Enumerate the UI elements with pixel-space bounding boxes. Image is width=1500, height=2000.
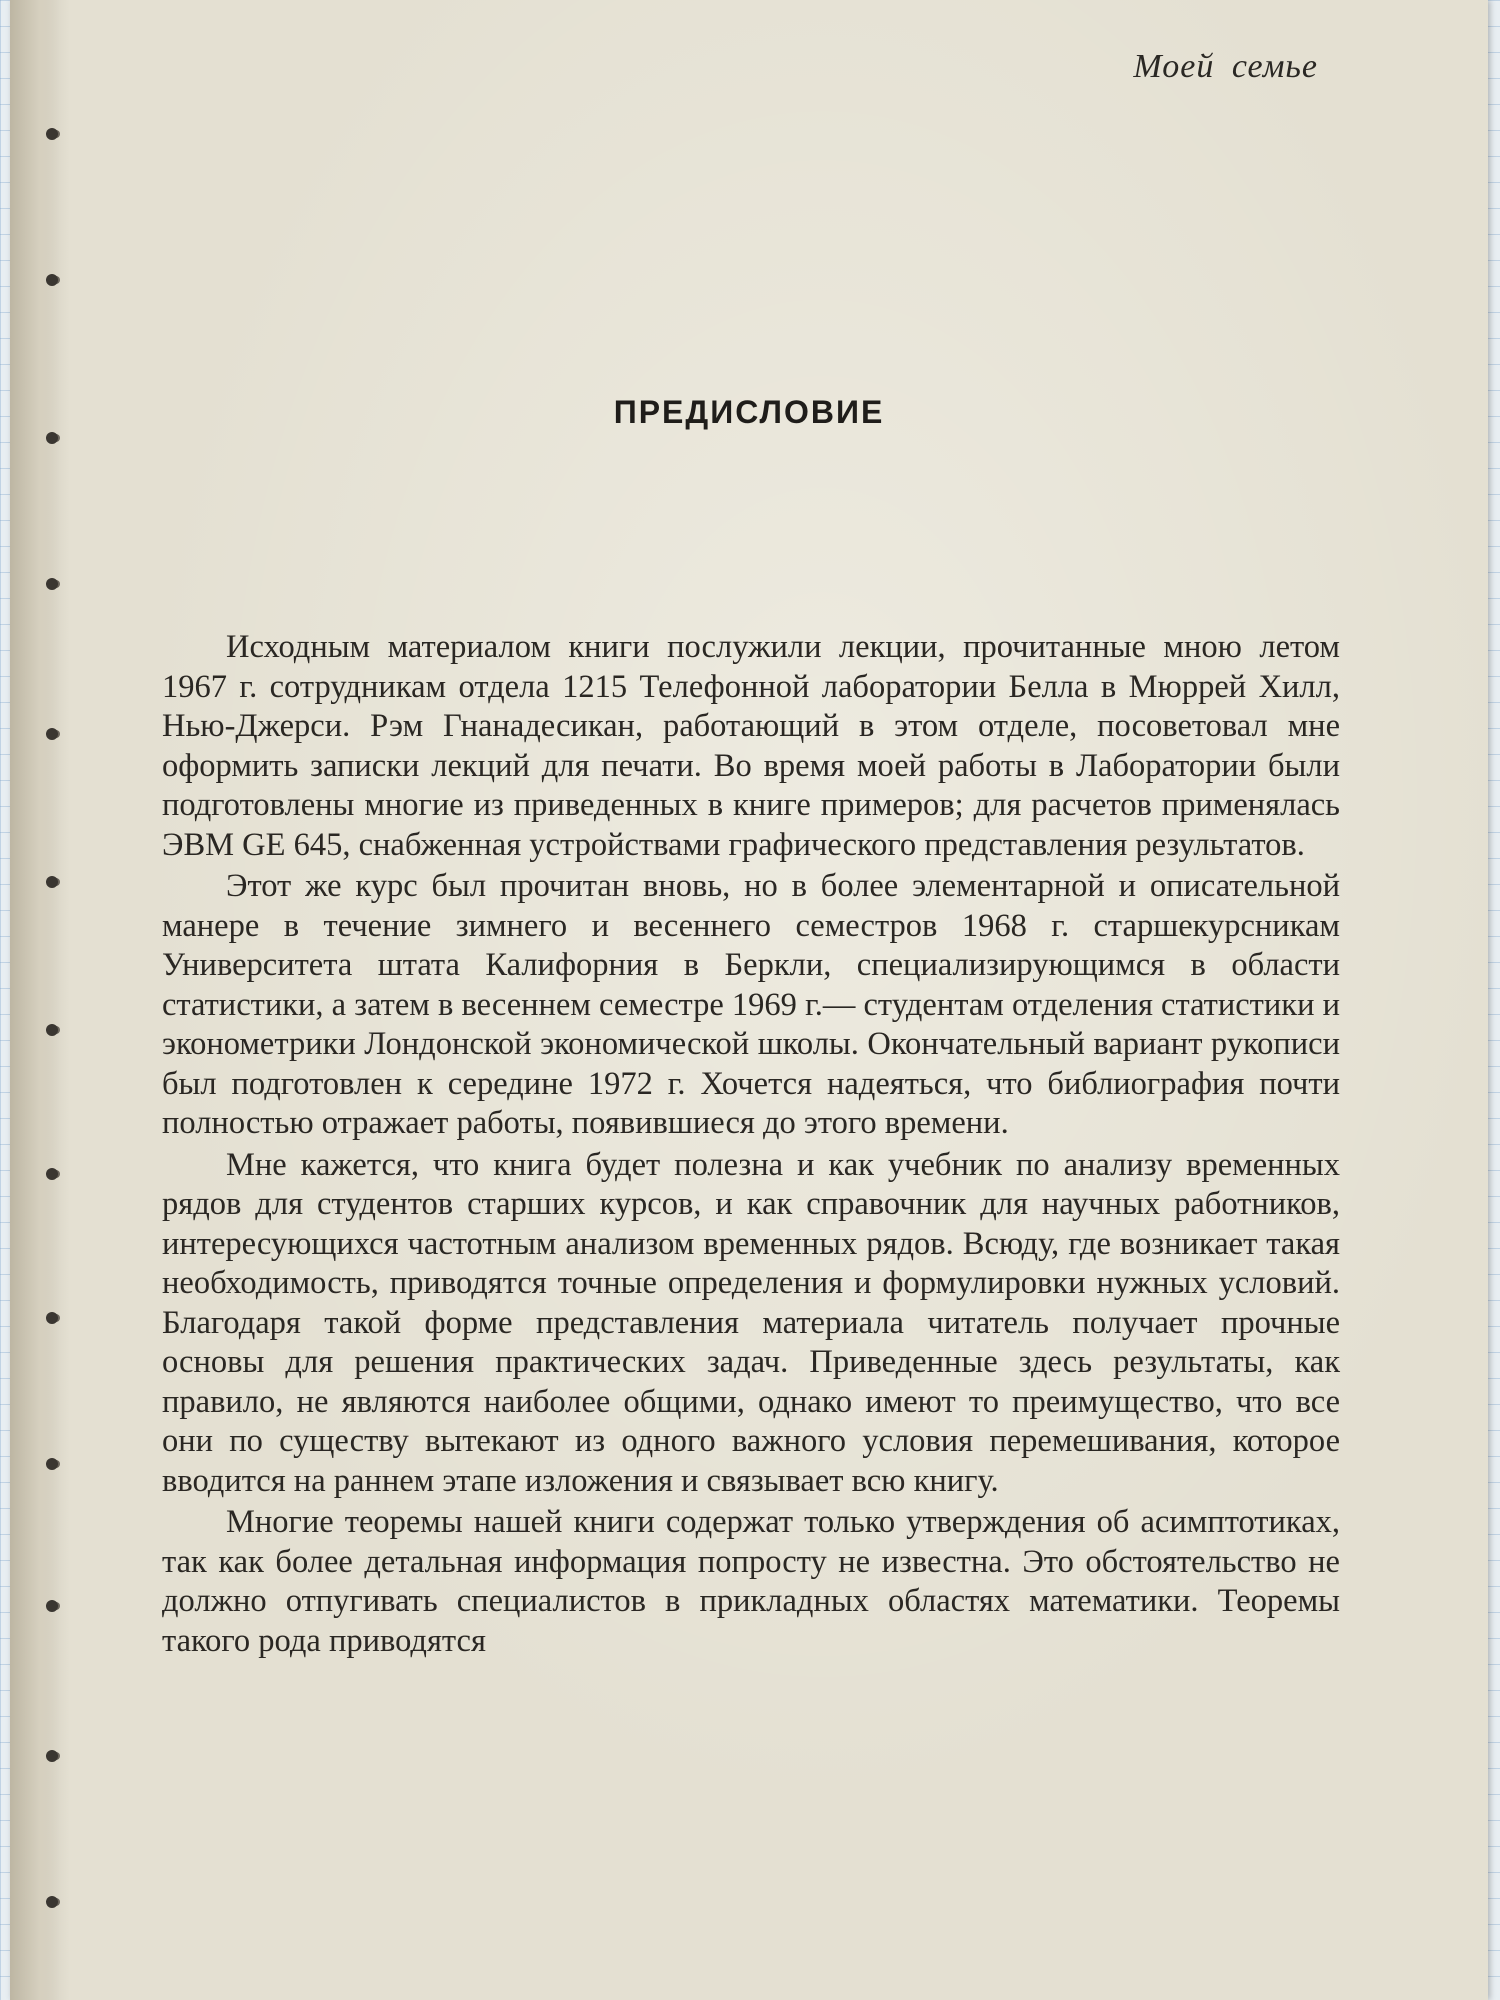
epigraph-dedication: Моей семье bbox=[1133, 48, 1318, 85]
binding-stitch bbox=[46, 1024, 58, 1036]
paragraph-2: Этот же курс был прочитан вновь, но в более элементарной и описательной манере в течение зимнего и весеннего семестров 1968 г. старшекурсникам Университета штата Калифорния в Беркли, специализирующимся в области статистики, а затем в весеннем семестре 1969 г.— студентам отделения статистики и эконометрики Лондонской экономической школы. Окончательный вариант рукописи был подготовлен к середине 1972 г. Хочется надеяться, что библиография почти полностью отражает работы, появившиеся до этого времени. bbox=[162, 868, 1340, 1141]
binding-stitch bbox=[46, 1896, 58, 1908]
paragraph-4: Многие теоремы нашей книги содержат только утверждения об асимптотиках, так как более детальная информация попросту не известна. Это обстоятельство не должно отпугивать специалистов в прикладных областях математики. Теоремы такого рода приводятся bbox=[162, 1504, 1340, 1659]
preface-body bbox=[162, 628, 1340, 1663]
binding-stitch bbox=[46, 728, 58, 740]
binding-stitch bbox=[46, 876, 58, 888]
binding-stitch bbox=[46, 128, 58, 140]
paragraph-1: Исходным материалом книги послужили лекции, прочитанные мною летом 1967 г. сотрудникам отдела 1215 Телефонной лаборатории Белла в Мюррей Хилл, Нью-Джерси. Рэм Гнанадесикан, работающий в этом отделе, посоветовал мне оформить записки лекций для печати. Во время моей работы в Лаборатории были подготовлены многие из приведенных в книге примеров; для расчетов применялась ЭВМ GE 645, снабженная устройствами графического представления результатов. bbox=[162, 629, 1340, 863]
binding-stitch bbox=[46, 274, 58, 286]
binding-stitch bbox=[46, 578, 58, 590]
binding-stitch bbox=[46, 1750, 58, 1762]
binding-stitch bbox=[46, 1458, 58, 1470]
page-title: ПРЕДИСЛОВИЕ bbox=[613, 394, 885, 430]
binding-stitch bbox=[46, 432, 58, 444]
book-page bbox=[10, 0, 1488, 2000]
paragraph-3: Мне кажется, что книга будет полезна и как учебник по анализу временных рядов для студентов старших курсов, и как справочник для научных работников, интересующихся частотным анализом временных рядов. Всюду, где возникает такая необходимость, приводятся точные определения и формулировки нужных условий. Благодаря такой форме представления материала читатель получает прочные основы для решения практических задач. Приведенные здесь результаты, как правило, не являются наиболее общими, однако имеют то преимущество, что все они по существу вытекают из одного важного условия перемешивания, которое вводится на раннем этапе изложения и связывает всю книгу. bbox=[162, 1146, 1340, 1499]
binding-stitch bbox=[46, 1312, 58, 1324]
binding-stitch bbox=[46, 1168, 58, 1180]
binding-stitch bbox=[46, 1600, 58, 1612]
binding-edge bbox=[10, 0, 60, 2000]
